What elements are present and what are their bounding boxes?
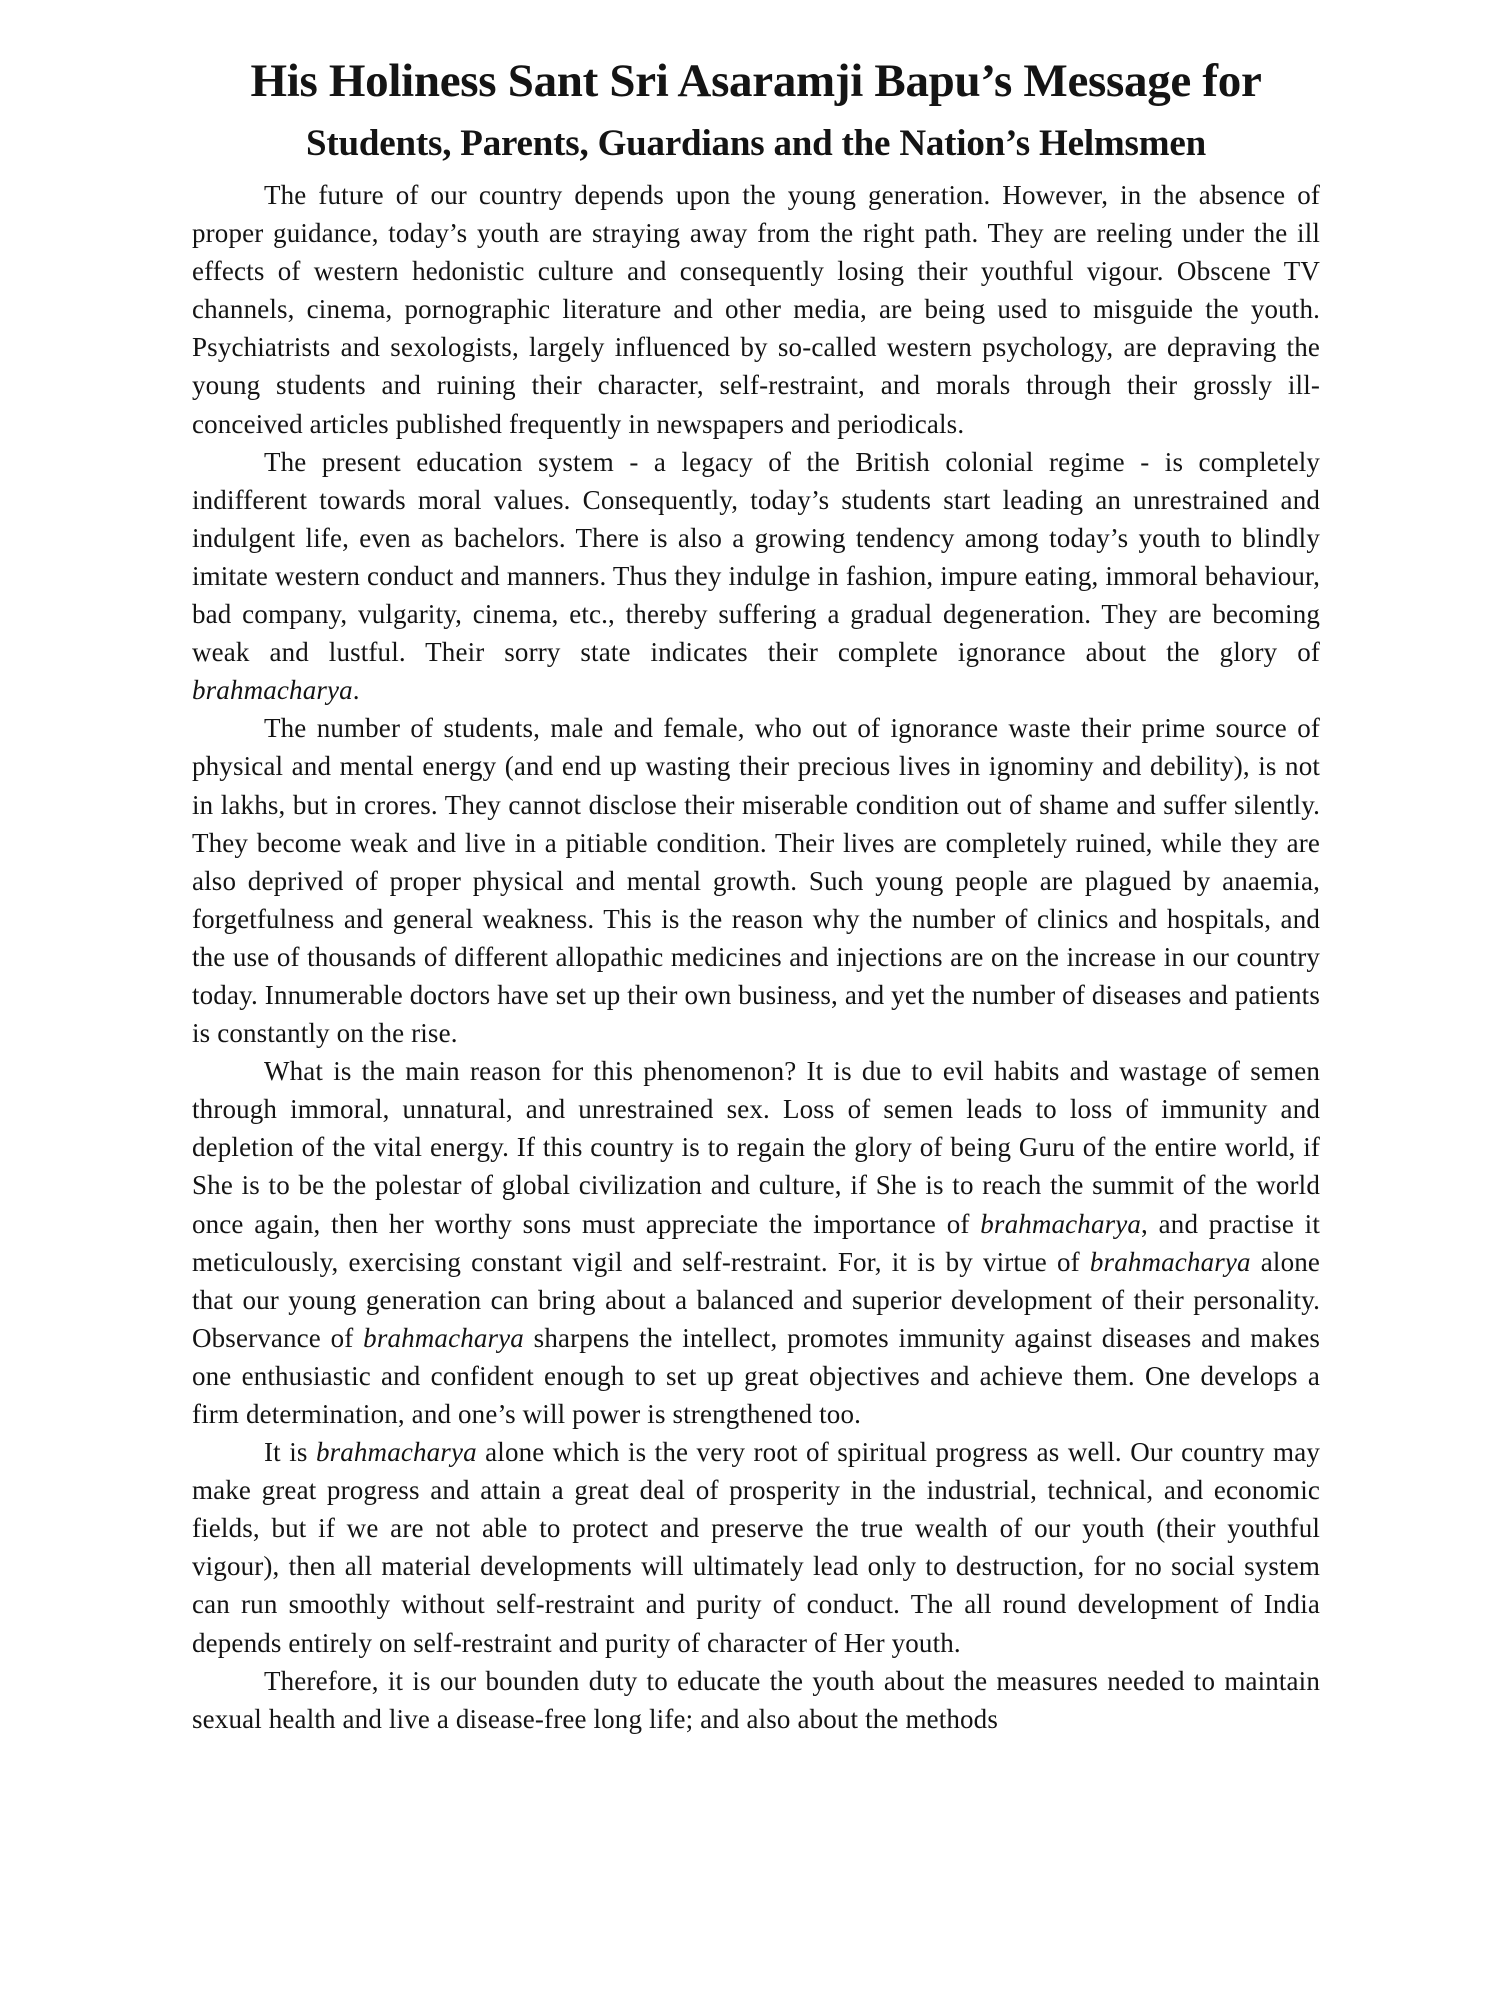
- italic-term: brahmacharya: [192, 675, 353, 706]
- italic-term: brahmacharya: [1089, 1246, 1251, 1277]
- text-run: alone which is the very root of spiritual progress as well. Our country may make great progress and attain a great deal of prosperity in the industrial, technical, and economic fields, but if we are not able to protect and preserve the true wealth of our youth (their youthful vigour), then all material developments will ultimately lead only to destruction, for no social system can run smoothly without self-restraint and purity of conduct. The all round development of India depends entirely on self-restraint and purity of character of Her youth.: [192, 1437, 1320, 1658]
- paragraph-1: [192, 176, 1320, 443]
- text-run: What is the main reason for this phenomenon? It is due to evil habits and wastage of semen through immoral, unnatural, and unrestrained sex. Loss of semen leads to loss of immunity and depletion of the vital energy. If this country is to regain the glory of being Guru of the entire world, if She is to be the polestar of global civilization and culture, if She is to reach the summit of the world once again, then her worthy sons must appreciate the importance of: [192, 1056, 1320, 1239]
- text-run: .: [352, 675, 360, 706]
- italic-term: brahmacharya: [980, 1208, 1142, 1239]
- paragraph-4: [192, 1052, 1320, 1433]
- body-text: [192, 176, 1320, 1738]
- paragraph-3: [192, 709, 1320, 1052]
- text-run: The number of students, male and female, who out of ignorance waste their prime source of physical and mental energy (and end up wasting their precious lives in ignominy and debility), is not in lakhs, but in crores. They cannot disclose their miserable condition out of shame and suffer silently. They become weak and live in a pitiable condition. Their lives are completely ruined, while they are also deprived of proper physical and mental growth. Such young people are plagued by anaemia, forgetfulness and general weakness. This is the reason why the number of clinics and hospitals, and the use of thousands of different allopathic medicines and injections are on the increase in our country today. Innumerable doctors have set up their own business, and yet the number of diseases and patients is constantly on the rise.: [192, 713, 1320, 1049]
- text-run: sharpens the intellect, promotes immunity against diseases and makes one enthusiastic and confident enough to set up great objectives and achieve them. One develops a firm determination, and one’s will power is strengthened too.: [192, 1322, 1320, 1429]
- paragraph-2: [192, 443, 1320, 710]
- page-subtitle: Students, Parents, Guardians and the Nation’s Helmsmen: [306, 123, 1206, 164]
- text-run: Therefore, it is our bounden duty to educate the youth about the measures needed to maintain sexual health and live a disease-free long life; and also about the methods: [192, 1665, 1320, 1734]
- italic-term: brahmacharya: [363, 1322, 524, 1353]
- paragraph-6: [192, 1662, 1320, 1738]
- text-run: The present education system - a legacy of the British colonial regime - is completely indifferent towards moral values. Consequently, today’s students start leading an unrestrained and indulgent life, even as bachelors. There is also a growing tendency among today’s youth to blindly imitate western conduct and manners. Thus they indulge in fashion, impure eating, immoral behaviour, bad company, vulgarity, cinema, etc., thereby suffering a gradual degeneration. They are becoming weak and lustful. Their sorry state indicates their complete ignorance about the glory of: [192, 446, 1320, 668]
- text-run: , and practise it meticulously, exercising constant vigil and self-restraint. For, it is by virtue of: [192, 1208, 1320, 1277]
- page: [192, 52, 1320, 1738]
- text-run: alone that our young generation can bring about a balanced and superior development of their personality. Observance of: [192, 1246, 1321, 1353]
- page-title: His Holiness Sant Sri Asaramji Bapu’s Message for: [250, 55, 1262, 107]
- text-run: The future of our country depends upon the young generation. However, in the absence of proper guidance, today’s youth are straying away from the right path. They are reeling under the ill effects of western hedonistic culture and consequently losing their youthful vigour. Obscene TV channels, cinema, pornographic literature and other media, are being used to misguide the youth. Psychiatrists and sexologists, largely influenced by so-called western psychology, are depraving the young students and ruining their character, self-restraint, and morals through their grossly ill-conceived articles published frequently in newspapers and periodicals.: [192, 180, 1320, 439]
- text-run: It is: [264, 1437, 316, 1468]
- paragraph-5: [192, 1433, 1320, 1662]
- italic-term: brahmacharya: [315, 1437, 477, 1468]
